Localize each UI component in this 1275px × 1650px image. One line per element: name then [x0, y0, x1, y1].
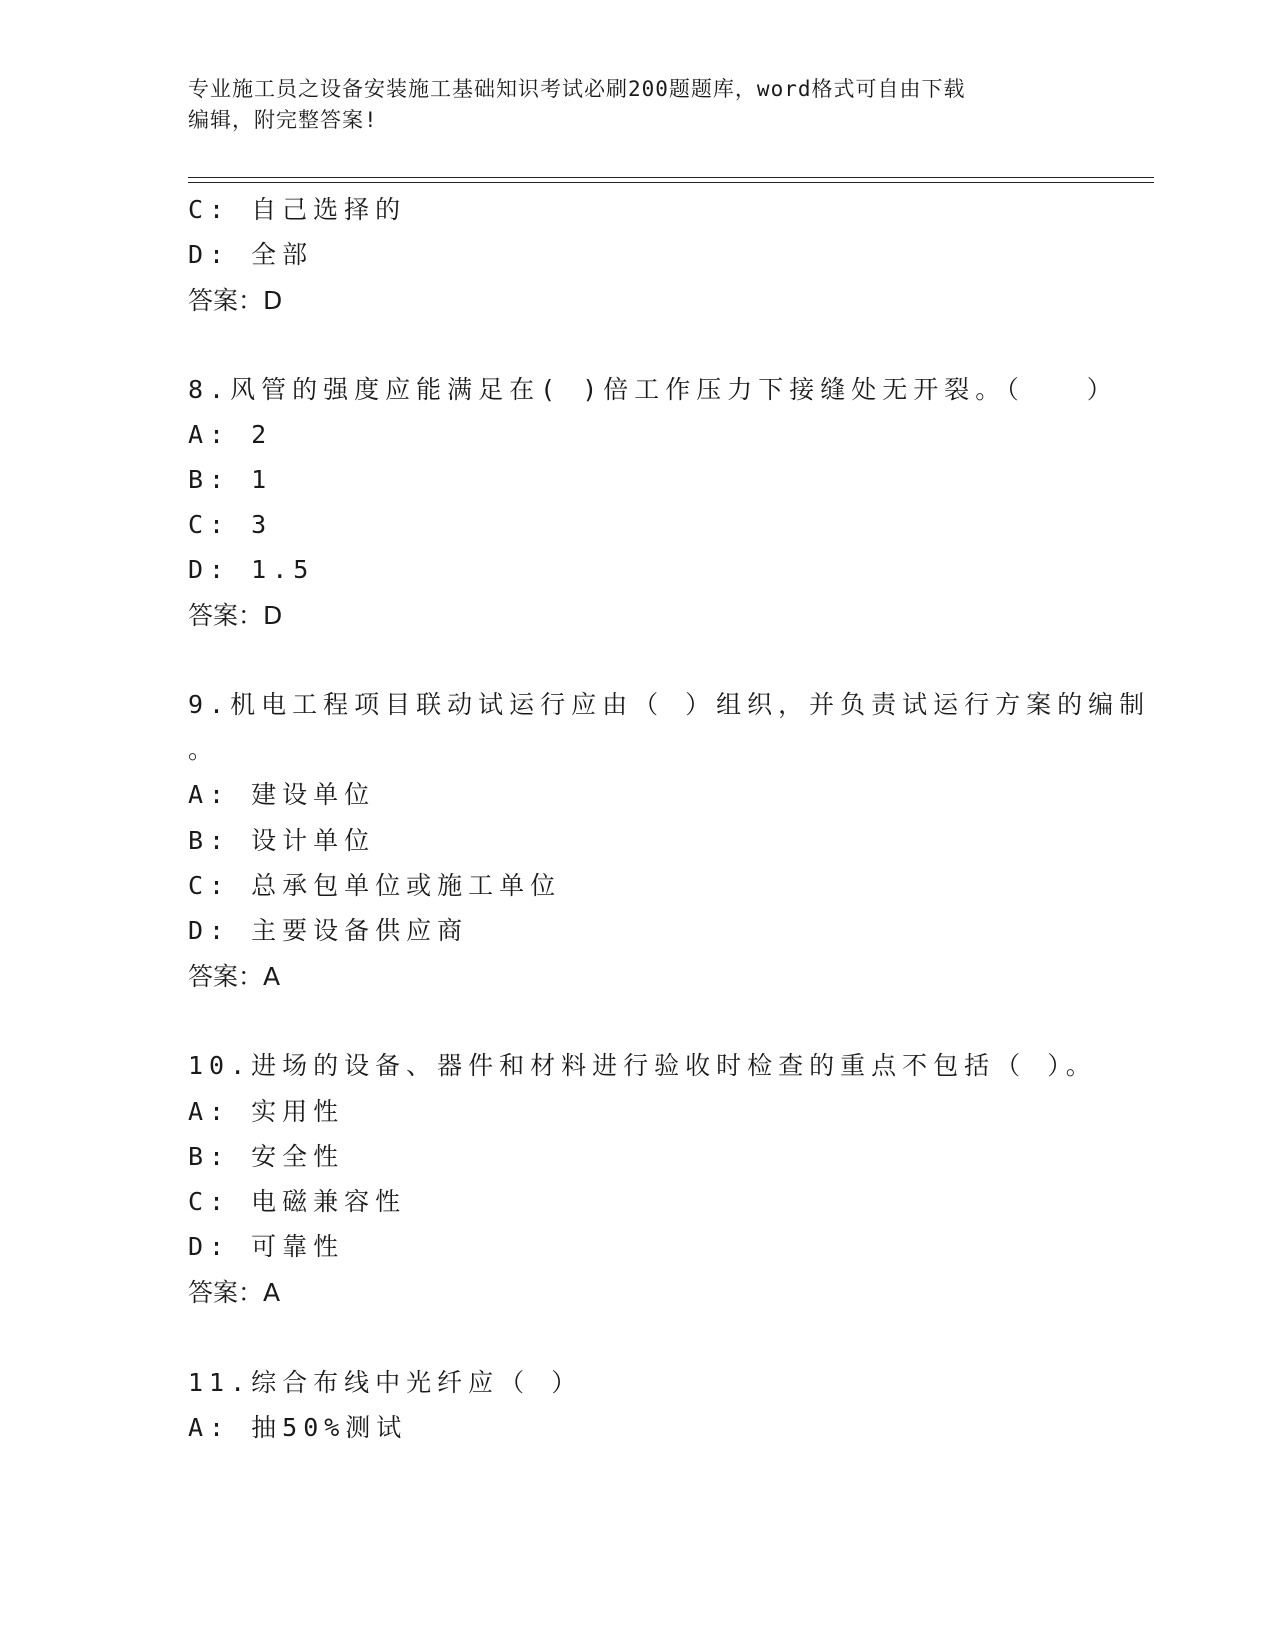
header-title-line-2: 编辑，附完整答案!: [188, 108, 378, 132]
q8-answer: [188, 601, 282, 631]
q7-option-d: D: 全部: [188, 240, 314, 269]
q8-option-c: C: 3: [188, 510, 273, 539]
q9-option-d: D: 主要设备供应商: [188, 916, 469, 945]
answer-value: A: [263, 1278, 281, 1307]
q7-option-c: C: 自己选择的: [188, 195, 407, 224]
answer-value: D: [263, 286, 283, 315]
header-divider-bottom: [188, 182, 1154, 183]
q8-option-b: B: 1: [188, 465, 273, 494]
q8-option-a: A: 2: [188, 420, 273, 449]
header-divider-top: [188, 177, 1154, 178]
q10-option-c: C: 电磁兼容性: [188, 1187, 407, 1216]
header-title-line-1: 专业施工员之设备安装施工基础知识考试必刷200题题库，word格式可自由下载: [188, 77, 966, 101]
q11-option-a: A: 抽50%测试: [188, 1413, 408, 1442]
answer-label: 答案：: [188, 1278, 264, 1307]
q10-option-a: A: 实用性: [188, 1097, 345, 1126]
q9-option-c: C: 总承包单位或施工单位: [188, 871, 562, 900]
answer-value: D: [263, 601, 283, 630]
answer-value: A: [263, 962, 281, 991]
q9-answer: [188, 962, 280, 992]
answer-label: 答案：: [188, 286, 264, 315]
q9-question-line-1: 9.机电工程项目联动试运行应由（ ）组织，并负责试运行方案的编制: [188, 690, 1151, 719]
q8-question: 8.风管的强度应能满足在( )倍工作压力下接缝处无开裂。（ ）: [188, 375, 1118, 404]
q8-option-d: D: 1.5: [188, 555, 315, 584]
q11-question: 11.综合布线中光纤应（ ）: [188, 1368, 583, 1397]
q9-option-b: B: 设计单位: [188, 826, 376, 855]
answer-label: 答案：: [188, 962, 264, 991]
q10-answer: [188, 1278, 280, 1308]
q7-answer: [188, 286, 282, 316]
q10-question: 10.进场的设备、器件和材料进行验收时检查的重点不包括（ ）。: [188, 1051, 1097, 1080]
q9-option-a: A: 建设单位: [188, 780, 376, 809]
q10-option-d: D: 可靠性: [188, 1232, 345, 1261]
answer-label: 答案：: [188, 601, 264, 630]
q10-option-b: B: 安全性: [188, 1142, 345, 1171]
document-header: [188, 74, 1088, 136]
q9-question-line-2: 。: [188, 735, 220, 764]
